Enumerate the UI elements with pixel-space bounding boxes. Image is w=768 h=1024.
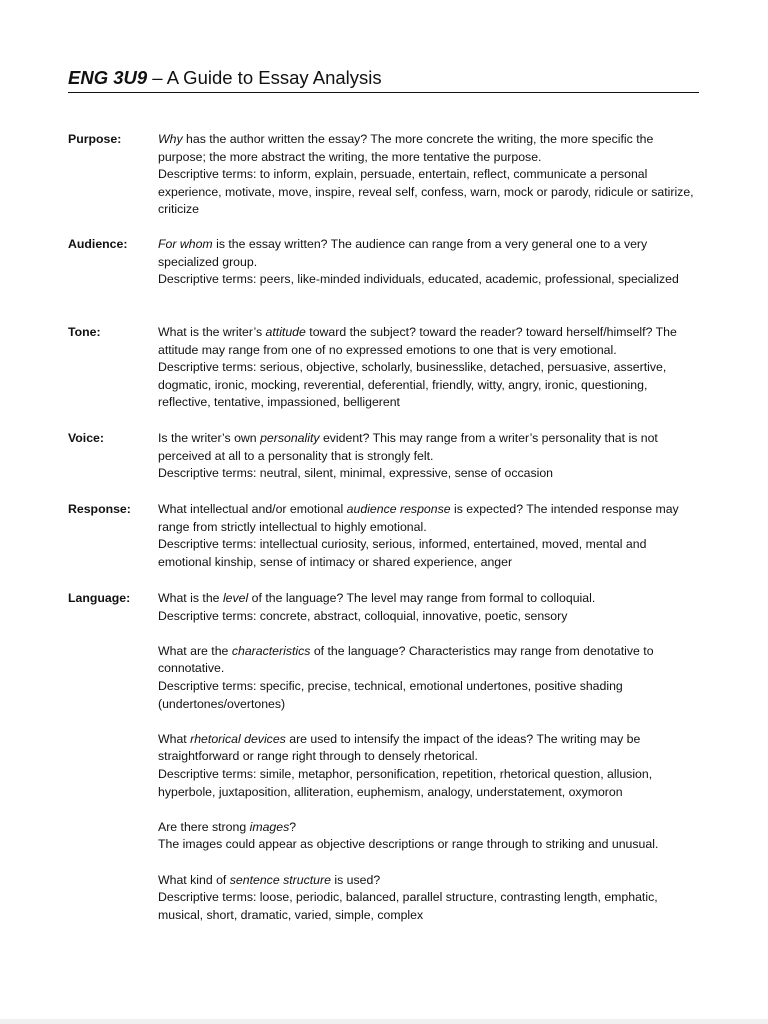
audience-question-emphasis: For whom: [158, 237, 213, 251]
section-body-response: [158, 501, 703, 571]
tone-terms: Descriptive terms: serious, objective, scholarly, businesslike, detached, persuasive, assertive, dogmatic, ironic, mocking, reverential, deferential, friendly, witty, angry, ironic, questioning, reflective, tentative, impassioned, belligerent: [158, 360, 667, 410]
response-question-emphasis: audience response: [346, 502, 451, 516]
tone-question-emphasis: attitude: [265, 325, 306, 339]
voice-question-emphasis: personality: [260, 431, 320, 445]
images-question-text: ?: [289, 819, 297, 834]
language-level-question: [158, 590, 703, 608]
images-question-emphasis: images: [249, 819, 290, 834]
language-rhetorical-terms: Descriptive terms: simile, metaphor, personification, repetition, rhetorical question, allusion, hyperbole, juxtaposition, alliteration, euphemism, analogy, understatement, oxymoron: [158, 766, 653, 799]
purpose-terms: Descriptive terms: to inform, explain, persuade, entertain, reflect, communicate a personal experience, motivate, move, inspire, reveal self, confess, warn, mock or parody, ridicule or satirize, criticize: [158, 167, 694, 217]
sentence-question-pre: What kind of: [158, 872, 230, 887]
page-title: [68, 66, 699, 93]
sentence-question-emphasis: sentence structure: [229, 872, 331, 887]
page-bottom-edge: [0, 1019, 768, 1024]
section-body-audience: [158, 236, 703, 289]
section-body-language: [158, 590, 703, 924]
tone-question-pre: What is the writer’s: [158, 325, 266, 339]
language-sentence-terms: Descriptive terms: loose, periodic, balanced, parallel structure, contrasting length, emphatic, musical, short, dramatic, varied, simple, complex: [158, 890, 658, 922]
purpose-question-text: has the author written the essay? The more concrete the writing, the more specific the purpose; the more abstract the writing, the more tentative the purpose.: [158, 132, 654, 164]
voice-question-pre: Is the writer’s own: [158, 431, 261, 445]
voice-terms: Descriptive terms: neutral, silent, minimal, expressive, sense of occasion: [158, 466, 554, 481]
level-question-emphasis: level: [222, 591, 249, 605]
section-body-voice: [158, 430, 703, 483]
tone-question-text: toward the subject? toward the reader? toward herself/himself? The attitude may range from one of no expressed emotions to one that is very emotional.: [158, 325, 677, 357]
audience-question-text: is the essay written? The audience can range from a very general one to a very specialized group.: [158, 237, 648, 269]
section-label-voice: Voice:: [68, 431, 104, 445]
sentence-question-text: is used?: [330, 872, 381, 887]
language-images-terms: The images could appear as objective descriptions or range through to striking and unusual.: [158, 837, 659, 852]
section-label-tone: Tone:: [68, 325, 101, 339]
language-images-question: [158, 819, 703, 837]
characteristics-question-emphasis: characteristics: [231, 643, 311, 658]
response-question-pre: What intellectual and/or emotional: [158, 502, 347, 516]
audience-question: [158, 236, 703, 271]
response-question: [158, 501, 703, 536]
section-body-tone: [158, 324, 703, 412]
images-question-pre: Are there strong: [158, 819, 250, 834]
course-code: ENG 3U9: [68, 67, 148, 88]
purpose-question-emphasis: Why: [158, 132, 183, 146]
rhetorical-question-text: are used to intensify the impact of the ideas? The writing may be straightforward or range right through to densely rhetorical.: [158, 731, 641, 764]
language-characteristics-question: [158, 643, 703, 678]
rhetorical-question-pre: What: [158, 731, 191, 746]
level-question-pre: What is the: [158, 591, 223, 605]
language-level-terms: Descriptive terms: concrete, abstract, colloquial, innovative, poetic, sensory: [158, 608, 568, 623]
language-characteristics-terms: Descriptive terms: specific, precise, technical, emotional undertones, positive shading (undertones/overtones): [158, 678, 623, 711]
response-question-text: is expected? The intended response may range from strictly intellectual to highly emotional.: [158, 502, 679, 534]
language-rhetorical-question: [158, 731, 703, 766]
voice-question-text: evident? This may range from a writer’s personality that is not perceived at all to a personality that is strongly felt.: [158, 431, 658, 463]
section-label-audience: Audience:: [68, 237, 128, 251]
title-text: – A Guide to Essay Analysis: [147, 67, 382, 88]
purpose-question: [158, 131, 703, 166]
section-body-purpose: [158, 131, 703, 219]
voice-question: [158, 430, 703, 465]
language-sentence-question: [158, 872, 703, 890]
tone-question: [158, 324, 703, 359]
section-label-language: Language:: [68, 591, 131, 605]
response-terms: Descriptive terms: intellectual curiosity, serious, informed, entertained, moved, mental and emotional kinship, sense of intimacy or shared experience, anger: [158, 537, 647, 569]
characteristics-question-text: of the language? Characteristics may range from denotative to connotative.: [158, 643, 654, 676]
audience-terms: Descriptive terms: peers, like-minded individuals, educated, academic, professional, specialized: [158, 272, 679, 287]
level-question-text: of the language? The level may range from formal to colloquial.: [248, 591, 596, 605]
characteristics-question-pre: What are the: [158, 643, 232, 658]
section-label-response: Response:: [68, 502, 131, 516]
section-label-purpose: Purpose:: [68, 132, 122, 146]
rhetorical-question-emphasis: rhetorical devices: [190, 731, 286, 746]
